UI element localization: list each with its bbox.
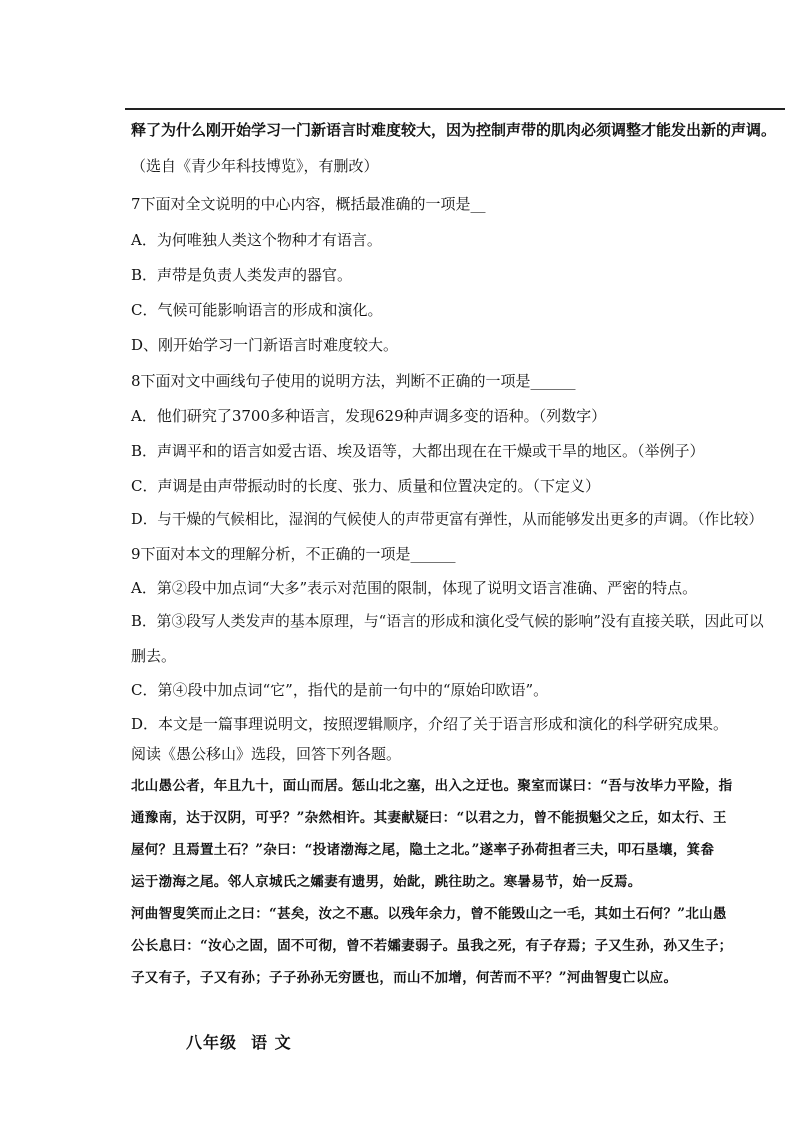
passage-line: 通豫南，达于汉阴，可乎？”杂然相许。其妻献疑曰：“以君之力，曾不能损魁父之丘，如太行、王	[131, 810, 727, 826]
source-note: （选自《青少年科技博览》，有删改）	[131, 157, 379, 175]
passage-line: 子又有子，子又有孙；子子孙孙无穷匮也，而山不加增，何苦而不平？”河曲智叟亡以应。	[131, 970, 678, 986]
q8-option-d: D．与干燥的气候相比，湿润的气候使人的声带更富有弹性，从而能够发出更多的声调。（作比较）	[131, 511, 763, 528]
q8-option-b: B．声调平和的语言如爱古语、埃及语等，大都出现在在干燥或干旱的地区。（举例子）	[131, 442, 705, 460]
q7-option-d: D、刚开始学习一门新语言时难度较大。	[131, 336, 399, 354]
q9-option-d: D．本文是一篇事理说明文，按照逻辑顺序，介绍了关于语言形成和演化的科学研究成果。	[131, 715, 729, 733]
passage-line: 北山愚公者，年且九十，面山而居。惩山北之塞，出入之迂也。聚室而谋曰：“吾与汝毕力平险，指	[131, 778, 733, 794]
q7-option-b: B．声带是负责人类发声的器官。	[131, 266, 353, 284]
reading-prompt: 阅读《愚公移山》选段，回答下列各题。	[131, 745, 402, 763]
q9-option-b-continued: 删去。	[131, 647, 177, 665]
top-rule	[125, 108, 785, 110]
footer-subject: 语 文	[251, 1033, 292, 1052]
passage-line: 河曲智叟笑而止之曰：“甚矣，汝之不惠。以残年余力，曾不能毁山之一毛，其如土石何？”北山愚	[131, 906, 727, 922]
passage-line: 公长息曰：“汝心之固，固不可彻，曾不若孀妻弱子。虽我之死，有子存焉；子又生孙，孙又生子；	[131, 938, 733, 954]
q8-option-a: A．他们研究了3700多种语言，发现629种声调多变的语种。（列数字）	[131, 407, 607, 425]
q9-option-b: B．第③段写人类发声的基本原理，与“语言的形成和演化受气候的影响”没有直接关联，因此可以	[131, 613, 764, 630]
q7-option-c: C．气候可能影响语言的形成和演化。	[131, 301, 383, 319]
q9-option-a: A．第②段中加点词“大多”表示对范围的限制，体现了说明文语言准确、严密的特点。	[131, 579, 698, 597]
q8-option-c: C．声调是由声带振动时的长度、张力、质量和位置决定的。（下定义）	[131, 477, 600, 495]
q9-stem: 9下面对本文的理解分析，不正确的一项是______	[131, 545, 456, 563]
intro-line: 释了为什么刚开始学习一门新语言时难度较大，因为控制声带的肌肉必须调整才能发出新的声调。	[131, 121, 777, 139]
q7-option-a: A．为何唯独人类这个物种才有语言。	[131, 231, 382, 249]
q7-stem: 7下面对全文说明的中心内容，概括最准确的一项是__	[131, 195, 486, 213]
q9-option-c: C．第④段中加点词“它”，指代的是前一句中的“原始印欧语”。	[131, 681, 549, 699]
q8-stem: 8下面对文中画线句子使用的说明方法，判断不正确的一项是______	[131, 372, 576, 390]
footer-grade: 八年级	[186, 1033, 238, 1052]
passage-line: 屋何？且焉置土石？”杂曰：“投诸渤海之尾，隐土之北。”遂率子孙荷担者三夫，叩石垦壤，箕畚	[131, 842, 715, 858]
passage-line: 运于渤海之尾。邻人京城氏之孀妻有遗男，始龀，跳往助之。寒暑易节，始一反焉。	[131, 874, 642, 890]
page-footer	[186, 1030, 306, 1053]
